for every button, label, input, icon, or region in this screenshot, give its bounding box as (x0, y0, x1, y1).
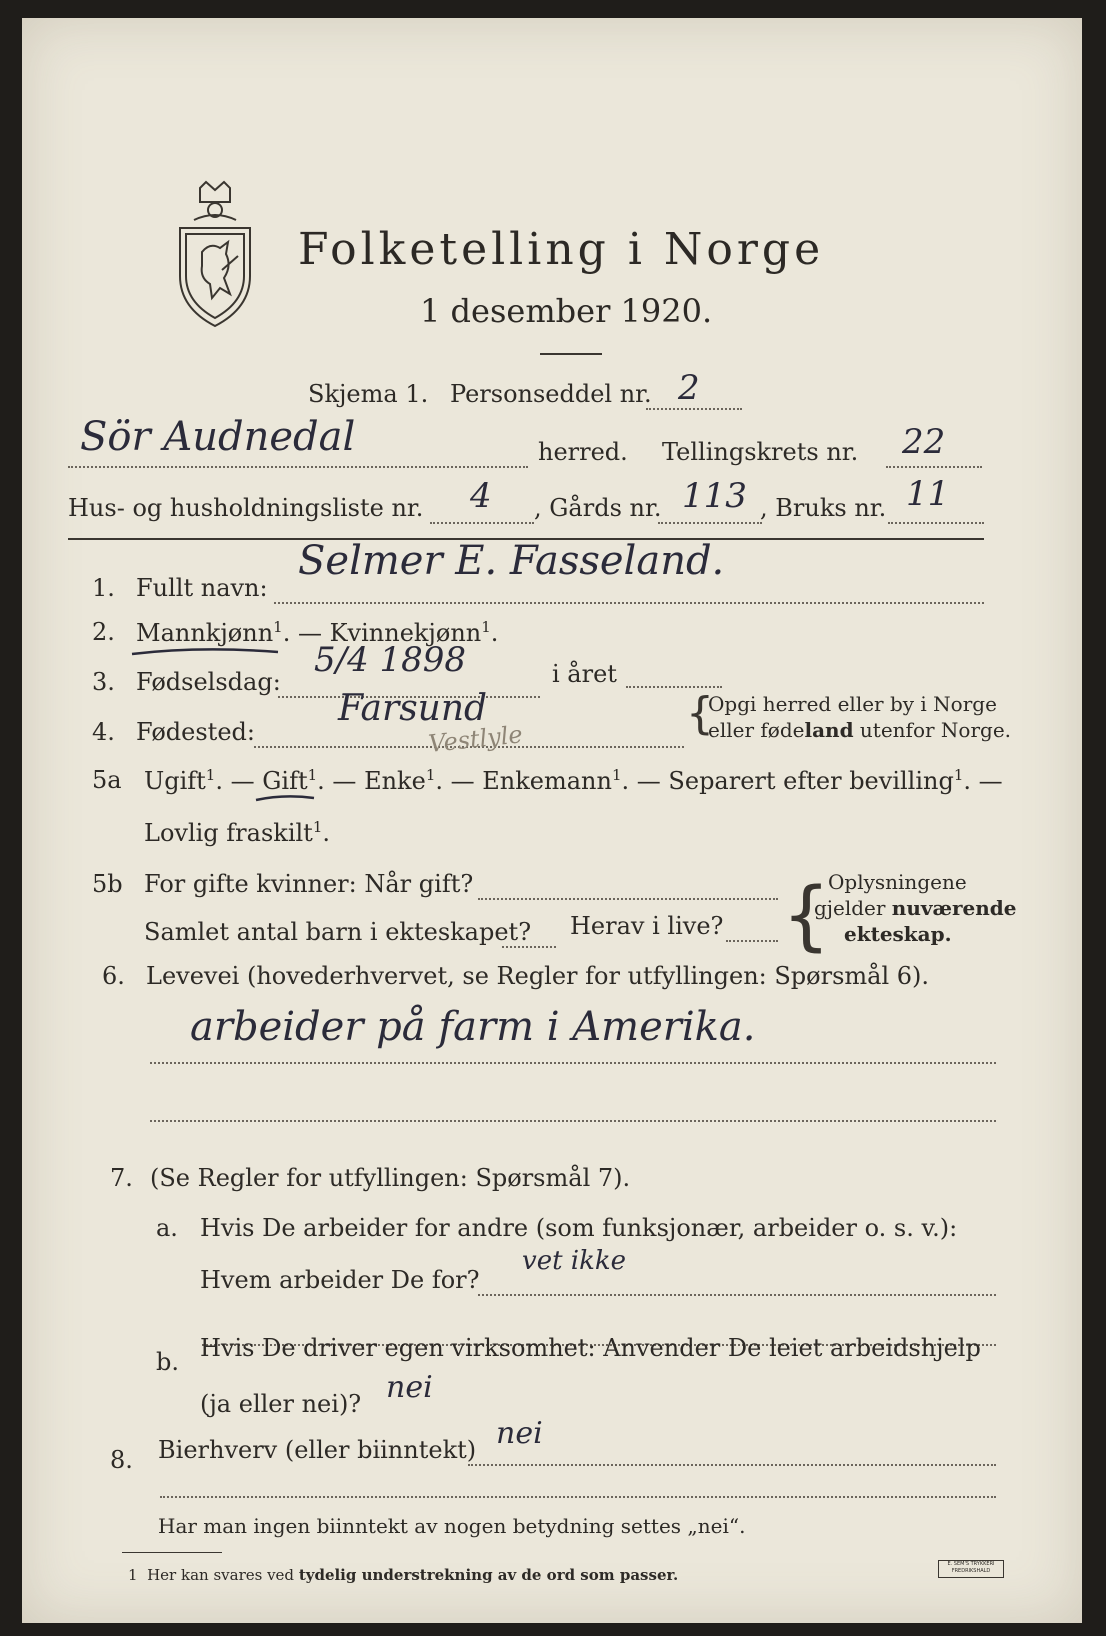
q5b-herav-label: Herav i live? (570, 912, 724, 940)
herred-value[interactable]: Sör Audnedal (80, 414, 356, 460)
footnote-mark: 1 (611, 766, 622, 784)
separert-option[interactable]: Separert efter bevilling (668, 767, 954, 795)
q7b-label: Hvis De driver egen virksomhet: Anvender De leiet arbeidshjelp (200, 1334, 981, 1362)
q6-label: Levevei (hovederhvervet, se Regler for utfyllingen: Spørsmål 6). (146, 962, 930, 990)
q7-number: 7. (110, 1164, 133, 1192)
hus-field-line (430, 522, 534, 524)
full-name-value[interactable]: Selmer E. Fasseland. (298, 538, 725, 584)
employer-value[interactable]: vet ikke (522, 1246, 626, 1276)
footnote-mark: 1 (312, 818, 323, 836)
q1-number: 1. (92, 574, 115, 602)
q5b-note-line3: ekteskap. (844, 922, 952, 946)
footnote-bold: tydelig understrekning av de ord som passer. (298, 1566, 679, 1584)
footnote-number: 1 (128, 1566, 138, 1584)
brace-icon: { (782, 870, 831, 959)
footnote-mark: 1 (307, 766, 318, 784)
male-option[interactable]: Mannkjønn (136, 619, 274, 647)
tellingskrets-field-line (886, 466, 982, 468)
female-option[interactable]: Kvinnekjønn (329, 619, 482, 647)
q5b-label2: Samlet antal barn i ekteskapet? (144, 918, 532, 946)
q5b-when-line (478, 898, 778, 900)
marital-dash: . — (621, 767, 661, 795)
q5b-note-line2 (814, 896, 1017, 920)
personseddel-field-line (646, 408, 742, 410)
bruks-label: , Bruks nr. (760, 494, 887, 522)
q4-note-line1: Opgi herred eller by i Norge (708, 692, 997, 716)
lovlig-option[interactable]: Lovlig fraskilt (144, 819, 313, 847)
q5b-note-text: gjelder (814, 896, 892, 920)
form-title: Folketelling i Norge (298, 224, 825, 275)
footnote-rule (122, 1552, 222, 1553)
q8-number: 8. (110, 1446, 133, 1474)
q4-label: Fødested: (136, 718, 255, 746)
gender-end: . (490, 619, 499, 647)
note-text: Har man ingen biinntekt av nogen betydning settes „nei“. (158, 1514, 746, 1538)
q8-field-line-2 (160, 1496, 996, 1498)
personseddel-label: Personseddel nr. (450, 380, 652, 408)
q7b-letter: b. (156, 1348, 179, 1376)
tellingskrets-label: Tellingskrets nr. (662, 438, 859, 466)
q4-note-line2 (708, 718, 1011, 742)
q5b-note-line1: Oplysningene (828, 870, 967, 894)
q6-field-line-1 (150, 1062, 996, 1064)
gender-separator: . — (282, 619, 322, 647)
enke-option[interactable]: Enke (364, 767, 426, 795)
q3-suffix: i året (552, 660, 617, 688)
bruks-field-line (888, 522, 984, 524)
title-divider (540, 353, 602, 355)
herred-label: herred. (538, 438, 628, 466)
marital-dash: . — (215, 767, 255, 795)
q7a-letter: a. (156, 1214, 178, 1242)
q1-field-line (274, 602, 984, 604)
marital-dash: . — (435, 767, 475, 795)
q4-number: 4. (92, 718, 115, 746)
q5a-number: 5a (92, 766, 122, 794)
herred-field-line (68, 466, 528, 468)
q8-field-line-1 (468, 1464, 996, 1466)
footnote-mark: 1 (481, 618, 491, 636)
q5b-note-bold: nuværende (891, 896, 1017, 920)
q3-number: 3. (92, 668, 115, 696)
enkemann-option[interactable]: Enkemann (482, 767, 612, 795)
marital-dash: . — (317, 767, 357, 795)
brace-icon: { (686, 688, 714, 739)
printer-stamp (938, 1560, 1004, 1578)
footnote (128, 1566, 678, 1584)
q4-note-rest: utenfor Norge. (853, 718, 1012, 742)
q1-label: Fullt navn: (136, 574, 268, 602)
gards-label: , Gårds nr. (534, 494, 662, 522)
gards-field-line (658, 522, 762, 524)
footnote-mark: 1 (425, 766, 436, 784)
birth-date-value[interactable]: 5/4 1898 (314, 640, 467, 680)
side-income-value[interactable]: nei (496, 1416, 543, 1451)
printer-stamp-line2: FREDRIKSHALD (951, 1568, 991, 1574)
q5b-children-line (502, 946, 556, 948)
gift-option[interactable]: Gift (262, 767, 308, 795)
skjema-label: Skjema 1. (308, 380, 429, 408)
footnote-text: Her kan svares ved (147, 1566, 299, 1584)
norwegian-coat-of-arms-icon (172, 180, 258, 330)
q8-label: Bierhverv (eller biinntekt) (158, 1436, 477, 1464)
q4-note-bold: land (804, 718, 854, 742)
gift-underline-mark (254, 792, 318, 804)
gards-value[interactable]: 113 (682, 476, 747, 516)
q6-field-line-2 (150, 1120, 996, 1122)
q7a-field-line-1 (478, 1294, 996, 1296)
hus-value[interactable]: 4 (470, 476, 492, 516)
lovlig-line (144, 818, 330, 847)
ugift-option[interactable]: Ugift (144, 767, 206, 795)
q7a-label2: Hvem arbeider De for? (200, 1266, 480, 1294)
birthplace-value[interactable]: Farsund (338, 688, 488, 729)
q2-number: 2. (92, 618, 115, 646)
footnote-mark: 1 (273, 618, 283, 636)
tellingskrets-value[interactable]: 22 (902, 422, 946, 462)
hus-label: Hus- og husholdningsliste nr. (68, 494, 424, 522)
q5b-label: For gifte kvinner: Når gift? (144, 870, 474, 898)
marital-dash: . — (963, 767, 1003, 795)
q5b-number: 5b (92, 870, 123, 898)
q7-label: (Se Regler for utfyllingen: Spørsmål 7). (150, 1164, 631, 1192)
q7b-label2: (ja eller nei)? (200, 1390, 362, 1418)
footnote-mark: 1 (953, 766, 964, 784)
printer-stamp-line1: E. SEM'S TRYKKERI (947, 1561, 995, 1567)
q3-label: Fødselsdag: (136, 668, 281, 696)
q4-note-text: eller føde (708, 718, 805, 742)
census-date: 1 desember 1920. (420, 292, 713, 330)
footnote-mark: 1 (205, 766, 216, 784)
census-form-page (22, 18, 1082, 1623)
marital-status-line (144, 766, 1003, 795)
q6-number: 6. (102, 962, 125, 990)
birthplace-extra-note: Vestlyle (427, 720, 524, 758)
personseddel-value[interactable]: 2 (678, 368, 700, 408)
occupation-value[interactable]: arbeider på farm i Amerika. (190, 1004, 756, 1050)
q5b-alive-line (726, 940, 778, 942)
lovlig-end: . (322, 819, 330, 847)
bruks-value[interactable]: 11 (906, 474, 950, 514)
male-underline-mark (130, 644, 282, 658)
hired-help-value[interactable]: nei (386, 1370, 433, 1405)
q7a-label: Hvis De arbeider for andre (som funksjonær, arbeider o. s. v.): (200, 1214, 958, 1242)
